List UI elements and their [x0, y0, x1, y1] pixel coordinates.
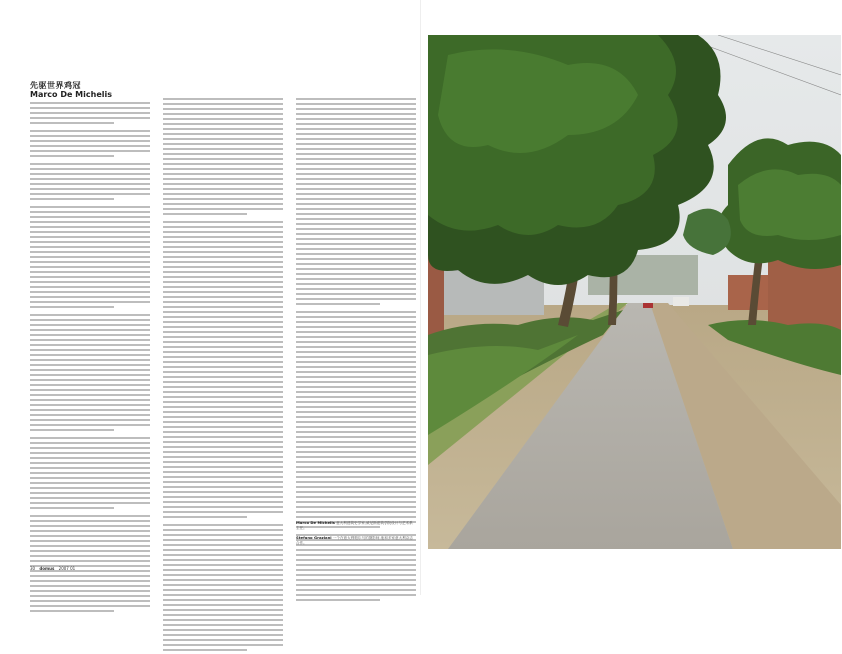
article-title: 先驱世界鸡冠: [30, 81, 81, 90]
body-lines: [163, 98, 283, 651]
body-lines: [30, 102, 150, 612]
author-bios: [296, 520, 416, 550]
right-page: [421, 0, 842, 595]
text-column-2: [163, 98, 283, 654]
page-number: 30: [30, 566, 36, 571]
bio-text-1: 意大利建筑史学家,威尼斯建筑学院设计与艺术系主任。: [296, 521, 413, 530]
bio-name-2: Stefano Graziani: [296, 535, 332, 540]
issue-date: 2007 01: [58, 566, 76, 571]
bio-text-2: 一个在意大利帕尔马的摄影师,他和多家意大利杂志合作。: [296, 536, 413, 545]
magazine-name: domus: [39, 566, 55, 571]
bio-1: [296, 520, 416, 531]
bio-name-1: Marco De Michelis: [296, 520, 335, 525]
left-page: [0, 0, 421, 595]
bio-2: [296, 535, 416, 546]
road-photograph: [428, 35, 841, 549]
text-column-1: [30, 102, 150, 615]
page-folio: [30, 566, 75, 571]
article-author: Marco De Michelis: [30, 90, 112, 99]
